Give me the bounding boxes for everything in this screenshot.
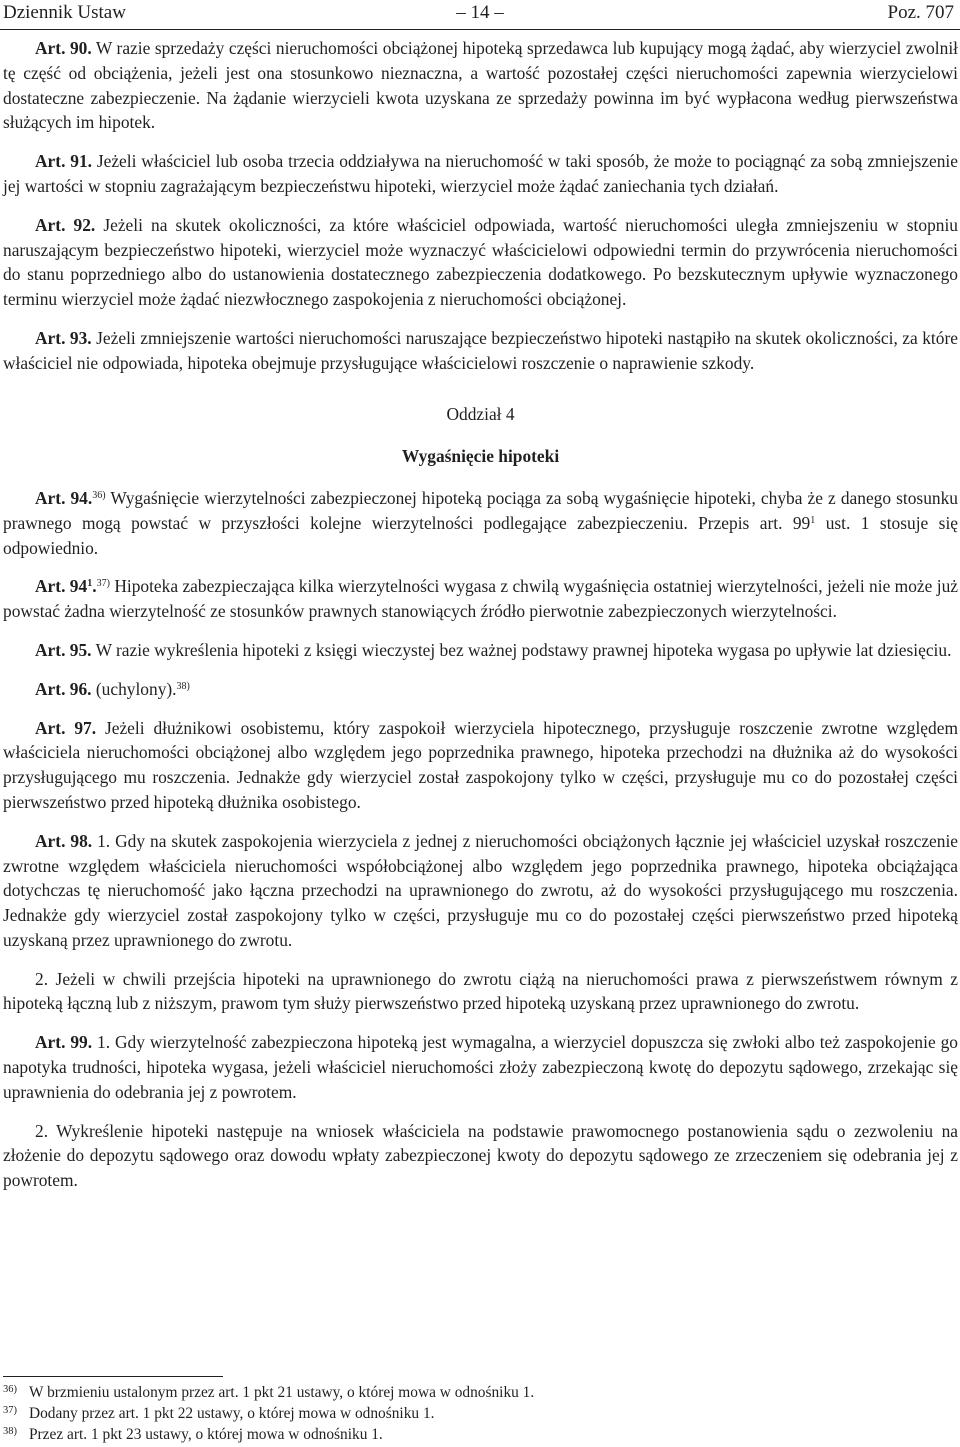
article-95: [3, 638, 958, 663]
article-text: W razie wykreślenia hipoteki z księgi wieczystej bez ważnej podstawy prawnej hipoteka wygasa po upływie lat dziesięciu.: [95, 639, 952, 660]
header-rule: [0, 29, 960, 30]
footnote-text: Dodany przez art. 1 pkt 22 ustawy, o której mowa w odnośniku 1.: [29, 1405, 435, 1422]
article-text: 2. Jeżeli w chwili przejścia hipoteki na uprawnionego do zwrotu ciążą na nieruchomości prawa z pierwszeństwem równym z hipoteką łączną lub z niższym, prawom tym służy pierwszeństwo przed hipoteką uzyskaną przez uprawnionego do zwrotu.: [3, 968, 958, 1014]
article-text: Jeżeli na skutek okoliczności, za które właściciel odpowiada, wartość nieruchomości uległa zmniejszeniu w stopniu naruszającym bezpieczeństwo hipoteki, wierzyciel może wyznaczyć właścicielowi odpowiedni termin do przywrócenia nieruchomości do stanu poprzedniego albo do ustanowienia dostatecznego zabezpieczenia dodatkowego. Po bezskutecznym upływie wyznaczonego terminu wierzyciel może żądać niezwłocznego zaspokojenia z nieruchomości obciążonej.: [3, 214, 958, 310]
article-label: Art. 97.: [35, 717, 97, 738]
footnote: [3, 1403, 953, 1424]
article-label: Art. 95.: [35, 639, 92, 660]
article-text: Jeżeli zmniejszenie wartości nieruchomości naruszające bezpieczeństwo hipoteki nastąpiło na skutek okoliczności, za które właściciel nie odpowiada, hipoteka obejmuje przysługujące właścicielowi roszczenie o naprawienie szkody.: [3, 327, 958, 373]
article-99-par-2: [3, 1119, 958, 1193]
superscript: 1: [87, 578, 93, 590]
footnote-number: 38): [3, 1426, 17, 1437]
article-90: [3, 36, 958, 135]
article-label: Art. 99.: [35, 1032, 93, 1053]
article-label: Art. 92.: [35, 214, 96, 235]
footnote-text: Przez art. 1 pkt 23 ustawy, o której mowa w odnośniku 1.: [29, 1426, 383, 1443]
article-label: Art. 98.: [35, 830, 93, 851]
article-label: Art. 90.: [35, 38, 92, 58]
footnote-rule: [3, 1376, 223, 1377]
section-division: Oddział 4: [446, 403, 515, 424]
position-number: Poz. 707: [887, 2, 954, 23]
article-93: [3, 326, 958, 376]
article-text: W razie sprzedaży części nieruchomości obciążonej hipoteką sprzedawca lub kupujący mogą żądać, aby wierzyciel zwolnił tę część od obciążenia, jeżeli jest ona stosunkowo nieznaczna, a wartość pozostałej części nieruchomości zapewnia wierzycielowi dostateczne zabezpieczenie. Na żądanie wierzycieli kwota uzyskana ze sprzedaży powinna im być wypłacona według pierwszeństwa służących im hipotek.: [3, 38, 958, 133]
page-number: – 14 –: [456, 2, 504, 23]
article-label: Art. 91.: [35, 151, 92, 172]
section-title: Wygaśnięcie hipoteki: [401, 445, 560, 466]
article-97: [3, 716, 958, 815]
journal-title: Dziennik Ustaw: [3, 2, 126, 23]
article-text: (uchylony).: [95, 678, 177, 699]
article-text: 1. Gdy wierzytelność zabezpieczona hipoteką jest wymagalna, a wierzyciel dopuszcza się zwłoki albo też zaspokojenie go napotyka trudności, hipoteka wygasa, jeżeli właściciel nieruchomości złoży zabezpieczoną kwotę do depozytu sądowego, zrzekając się uprawnienia do odebrania jej z powrotem.: [3, 1032, 958, 1102]
article-text: Wygaśnięcie wierzytelności zabezpieczonej hipoteką pociąga za sobą wygaśnięcie hipoteki, chyba że z danego stosunku prawnego mogą powstać w przyszłości kolejne wierzytelności podlegające zabezpieczeniu. Przepis art. 99: [3, 487, 958, 533]
article-text-tail: ust. 1 stosuje się odpowiednio.: [3, 512, 958, 558]
footnote: [3, 1382, 953, 1403]
article-label-dot: .: [92, 576, 97, 597]
article-99-par-1: [3, 1030, 958, 1104]
footnote: [3, 1424, 953, 1445]
article-94-1: [3, 574, 958, 624]
footnote-ref: 38): [176, 680, 190, 692]
article-label: Art. 96.: [35, 678, 92, 699]
article-label: Art. 93.: [35, 327, 92, 348]
article-91: [3, 149, 958, 199]
article-text: 2. Wykreślenie hipoteki następuje na wniosek właściciela na podstawie prawomocnego postanowienia sądu o zezwoleniu na złożenie do depozytu sądowego oraz dowodu wpłaty zabezpieczonej kwoty do depozytu sądowego ze zrzeczeniem się odebrania jej z powrotem.: [3, 1120, 958, 1191]
article-label: Art. 94.: [35, 487, 93, 508]
article-text: 1. Gdy na skutek zaspokojenia wierzyciela z jednej z nieruchomości obciążonych łącznie jej właściciel uzyskał roszczenie zwrotne względem właściciela nieruchomości współobciążonej albo względem jego poprzednika prawnego, hipoteka obciążająca dotychczas tę nieruchomość jako łączna przechodzi na uprawnionego do zwrotu, aż do wysokości przysługującego mu roszczenia. Jednakże gdy wierzyciel został zaspokojony tylko w części, przysługuje mu co do pozostałej części pierwszeństwo przed hipoteką uzyskaną przez uprawnionego do zwrotu.: [3, 830, 958, 950]
page-header: [0, 0, 960, 26]
footnote-ref: 37): [96, 578, 110, 590]
article-96: [3, 677, 958, 702]
footnotes: [3, 1382, 953, 1445]
superscript: 1: [810, 514, 816, 526]
article-text: Jeżeli właściciel lub osoba trzecia oddziaływa na nieruchomość w taki sposób, że może to pociągnąć za sobą zmniejszenie jej wartości w stopniu zagrażającym bezpieczeństwu hipoteki, wierzyciel może żądać zaniechania tych działań.: [3, 151, 958, 196]
article-text: Jeżeli dłużnikowi osobistemu, który zaspokoił wierzyciela hipotecznego, przysługuje roszczenie zwrotne względem właściciela nieruchomości obciążonej albo względem jego poprzednika prawnego, hipoteka przechodzi na dłużnika aż do wysokości przysługującego mu roszczenia. Jednakże gdy wierzyciel został zaspokojony tylko w części, przysługuje mu co do pozostałej części pierwszeństwo przed hipoteką dłużnika osobistego.: [3, 717, 958, 812]
article-94: [3, 486, 958, 560]
footnote-text: W brzmieniu ustalonym przez art. 1 pkt 21 ustawy, o której mowa w odnośniku 1.: [29, 1384, 535, 1401]
footnote-number: 37): [3, 1405, 17, 1416]
article-98-par-1: [3, 829, 958, 953]
article-92: [3, 213, 958, 312]
footnote-number: 36): [3, 1384, 17, 1395]
document-body: [3, 36, 958, 1193]
footnote-ref: 36): [92, 489, 106, 501]
article-label-text: Art. 94: [35, 576, 88, 597]
article-text: Hipoteka zabezpieczająca kilka wierzytelności wygasa z chwilą wygaśnięcia ostatniej wierzytelności, jeżeli nie może już powstać żadna wierzytelność ze stosunków prawnych stanowiących źródło pierwotnie zabezpieczonych wierzytelności.: [3, 576, 958, 622]
article-label: [35, 576, 97, 596]
article-98-par-2: [3, 967, 958, 1017]
